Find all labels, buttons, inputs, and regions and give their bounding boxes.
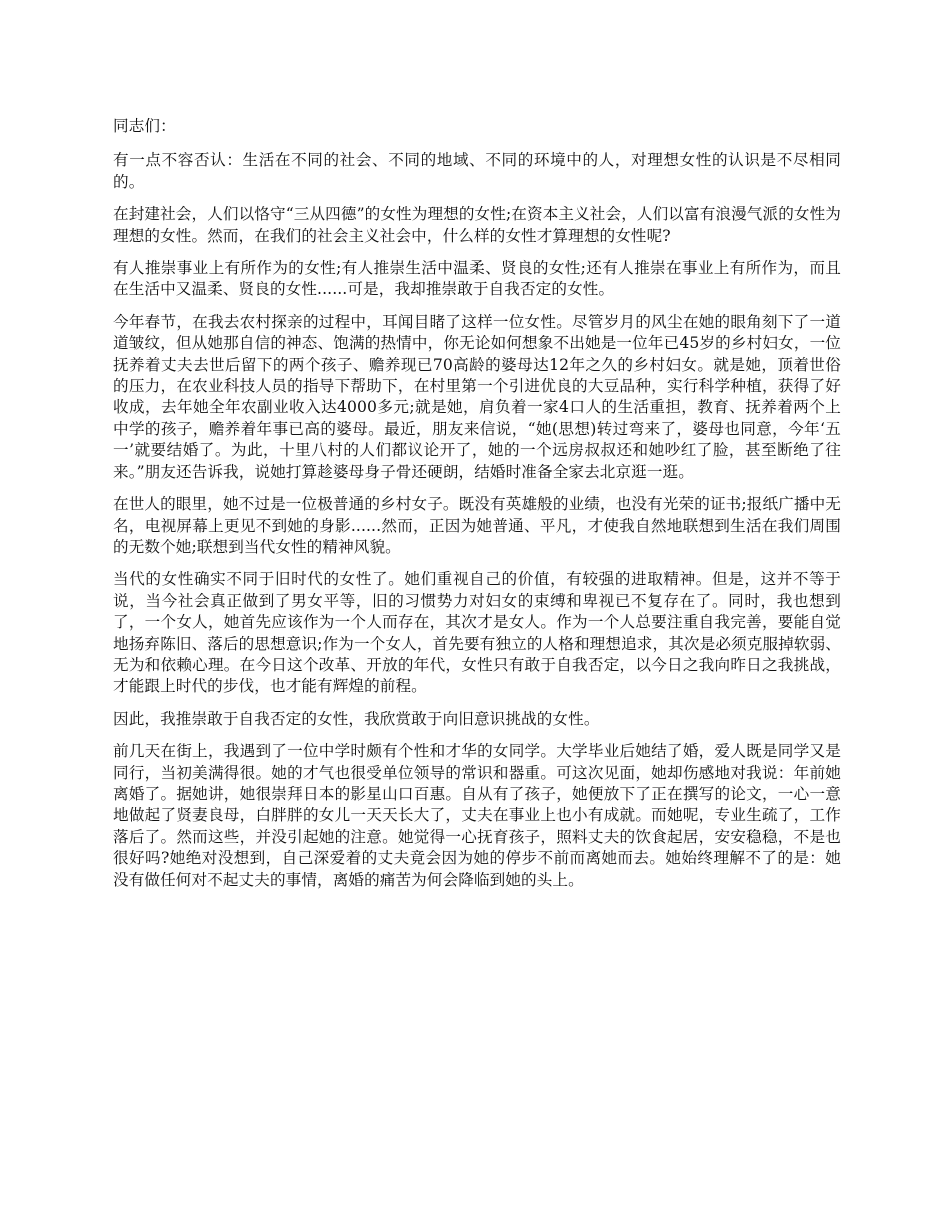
document-body <box>113 116 841 902</box>
salutation: 同志们： <box>113 117 176 135</box>
paragraph-7: 因此，我推崇敢于自我否定的女性，我欣赏敢于向旧意识挑战的女性。 <box>113 709 600 728</box>
paragraph-4: 今年春节，在我去农村探亲的过程中，耳闻目睹了这样一位女性。尽管岁月的风尘在她的眼角刻下了一道道皱纹，但从她那自信的神态、饱满的热情中，你无论如何想象不出她是一位年已45岁的乡村妇女，一位抚养着丈夫去世后留下的两个孩子、赡养现已70高龄的婆母达12年之久的乡村妇女。就是她，顶着世俗的压力，在农业科技人员的指导下帮助下，在村里第一个引进优良的大豆品种，实行科学种植，获得了好收成，去年她全年农副业收入达4000多元;就是她，肩负着一家4口人的生活重担，教育、抚养着两个上中学的孩子，赡养着年事已高的婆母。最近，朋友来信说，“她(思想)转过弯来了，婆母也同意，今年‘五一’就要结婚了。为此，十里八村的人们都议论开了，她的一个远房叔叔还和她吵红了脸，甚至断绝了往来。”朋友还告诉我，说她打算趁婆母身子骨还硬朗，结婚时准备全家去北京逛一逛。 <box>113 312 841 481</box>
paragraph-5: 在世人的眼里，她不过是一位极普通的乡村女子。既没有英雄般的业绩，也没有光荣的证书;报纸广播中无名，电视屏幕上更见不到她的身影......然而，正因为她普通、平凡，才使我自然地联想到生活在我们周围的无数个她;联想到当代女性的精神风貌。 <box>113 495 841 556</box>
paragraph-8: 前几天在街上，我遇到了一位中学时颇有个性和才华的女同学。大学毕业后她结了婚，爱人既是同学又是同行，当初美满得很。她的才气也很受单位领导的常识和器重。可这次见面，她却伤感地对我说：年前她离婚了。据她讲，她很崇拜日本的影星山口百惠。自从有了孩子，她便放下了正在撰写的论文，一心一意地做起了贤妻良母，白胖胖的女儿一天天长大了，丈夫在事业上也小有成就。而她呢，专业生疏了，工作落后了。然而这些，并没引起她的注意。她觉得一心抚育孩子，照料丈夫的饮食起居，安安稳稳，不是也很好吗?她绝对没想到，自己深爱着的丈夫竟会因为她的停步不前而离她而去。她始终理解不了的是：她没有做任何对不起丈夫的事情，离婚的痛苦为何会降临到她的头上。 <box>113 742 841 889</box>
paragraph-2: 在封建社会，人们以恪守“三从四德”的女性为理想的女性;在资本主义社会，人们以富有浪漫气派的女性为理想的女性。然而，在我们的社会主义社会中，什么样的女性才算理想的女性呢? <box>113 205 841 245</box>
paragraph-1: 有一点不容否认：生活在不同的社会、不同的地域、不同的环境中的人，对理想女性的认识是不尽相同的。 <box>113 151 841 191</box>
paragraph-6: 当代的女性确实不同于旧时代的女性了。她们重视自己的价值，有较强的进取精神。但是，这并不等于说，当今社会真正做到了男女平等，旧的习惯势力对妇女的束缚和卑视已不复存在了。同时，我也想到了，一个女人，她首先应该作为一个人而存在，其次才是女人。作为一个人总要注重自我完善，要能自觉地扬弃陈旧、落后的思想意识;作为一个女人，首先要有独立的人格和理想追求，其次是必须克服掉软弱、无为和依赖心理。在今日这个改革、开放的年代，女性只有敢于自我否定，以今日之我向昨日之我挑战，才能跟上时代的步伐，也才能有辉煌的前程。 <box>113 570 841 696</box>
paragraph-3: 有人推崇事业上有所作为的女性;有人推崇生活中温柔、贤良的女性;还有人推崇在事业上有所作为，而且在生活中又温柔、贤良的女性......可是，我却推崇敢于自我否定的女性。 <box>113 259 841 299</box>
